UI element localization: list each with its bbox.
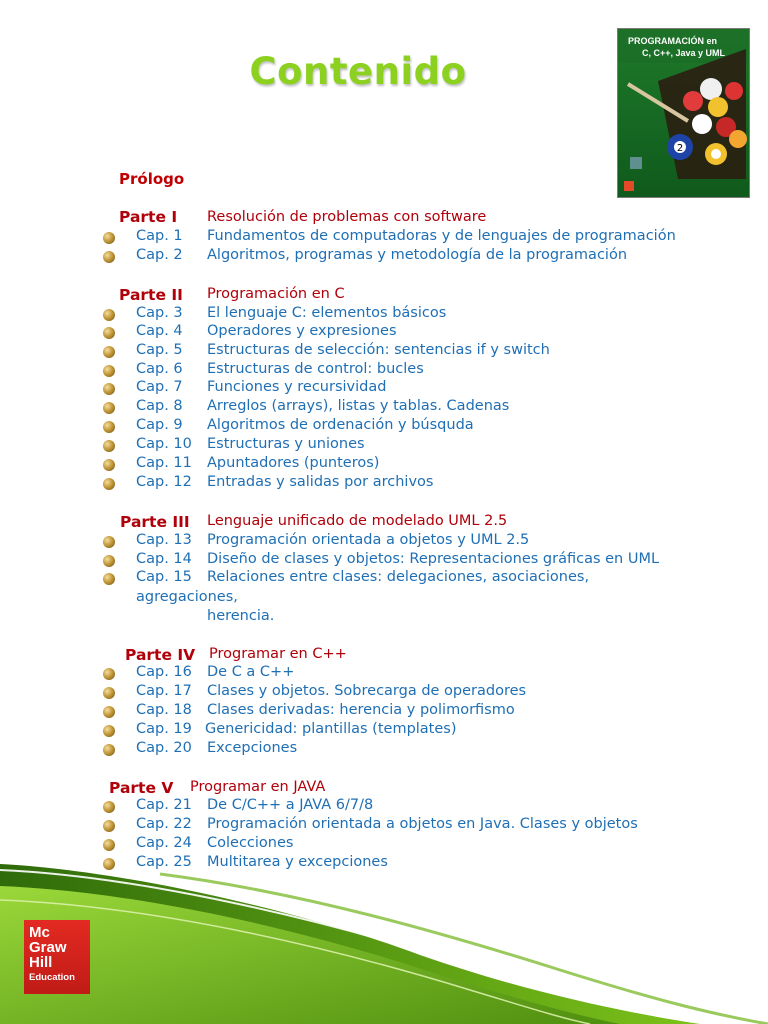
cover-title-line2: C, C++, Java y UML bbox=[642, 48, 726, 58]
chapter-title: Fundamentos de computadoras y de lenguajes de programación bbox=[207, 228, 676, 244]
chapter-number: Cap. 2 bbox=[136, 247, 183, 263]
logo-line4: Education bbox=[29, 972, 75, 983]
chapter-number: Cap. 10 bbox=[136, 436, 192, 452]
bullet-icon bbox=[103, 309, 115, 321]
part-1-label: Parte I bbox=[119, 208, 178, 226]
chapter-number: Cap. 3 bbox=[136, 305, 183, 321]
toc-row bbox=[0, 569, 768, 588]
toc-row bbox=[0, 532, 768, 551]
chapter-title-continuation: herencia. bbox=[207, 608, 275, 624]
chapter-number: Cap. 8 bbox=[136, 398, 183, 414]
toc-row bbox=[0, 398, 768, 417]
toc-row bbox=[0, 436, 768, 455]
toc-row bbox=[0, 816, 768, 835]
toc-row bbox=[0, 323, 768, 342]
logo-line1: Mc bbox=[29, 924, 50, 941]
logo-line3: Hill bbox=[29, 954, 53, 971]
bullet-icon bbox=[103, 706, 115, 718]
toc-row bbox=[0, 740, 768, 759]
chapter-number: Cap. 4 bbox=[136, 323, 183, 339]
bullet-icon bbox=[103, 459, 115, 471]
chapter-title: Algoritmos, programas y metodología de la programación bbox=[207, 247, 628, 263]
chapter-number: Cap. 6 bbox=[136, 361, 183, 377]
chapter-number: Cap. 7 bbox=[136, 379, 183, 395]
chapter-number: Cap. 14 bbox=[136, 551, 192, 567]
page-title: Contenido bbox=[249, 50, 467, 93]
toc-row bbox=[0, 228, 768, 247]
bullet-icon bbox=[103, 365, 115, 377]
toc-row bbox=[0, 474, 768, 493]
chapter-title: Excepciones bbox=[207, 740, 298, 756]
chapter-number: Cap. 11 bbox=[136, 455, 192, 471]
part-2-title: Programación en C bbox=[207, 286, 345, 302]
logo-line2: Graw bbox=[29, 939, 67, 956]
bullet-icon bbox=[103, 440, 115, 452]
chapter-title: Arreglos (arrays), listas y tablas. Cadenas bbox=[207, 398, 510, 414]
chapter-number: Cap. 15 bbox=[136, 569, 192, 585]
toc-row bbox=[0, 305, 768, 324]
chapter-number: Cap. 22 bbox=[136, 816, 192, 832]
bullet-icon bbox=[103, 383, 115, 395]
bullet-icon bbox=[103, 478, 115, 490]
toc-row bbox=[0, 247, 768, 266]
chapter-title: Algoritmos de ordenación y búsquda bbox=[207, 417, 474, 433]
chapter-title: Clases y objetos. Sobrecarga de operadores bbox=[207, 683, 527, 699]
bullet-icon bbox=[103, 327, 115, 339]
chapter-number: Cap. 13 bbox=[136, 532, 192, 548]
chapter-title: De C/C++ a JAVA 6/7/8 bbox=[207, 797, 374, 813]
bullet-icon bbox=[103, 820, 115, 832]
part-2-label: Parte II bbox=[119, 286, 183, 304]
bullet-icon bbox=[103, 687, 115, 699]
chapter-number: Cap. 16 bbox=[136, 664, 192, 680]
chapter-number: Cap. 17 bbox=[136, 683, 192, 699]
toc-row bbox=[0, 342, 768, 361]
part-4-label: Parte IV bbox=[125, 646, 196, 664]
bullet-icon bbox=[103, 668, 115, 680]
bullet-icon bbox=[103, 744, 115, 756]
part-3-label: Parte III bbox=[120, 513, 190, 531]
chapter-number: Cap. 19 bbox=[136, 721, 192, 737]
bullet-icon bbox=[103, 573, 115, 585]
toc-row bbox=[0, 664, 768, 683]
chapter-title: Colecciones bbox=[207, 835, 294, 851]
part-4-title: Programar en C++ bbox=[209, 646, 347, 662]
toc-row bbox=[0, 417, 768, 436]
chapter-title: Multitarea y excepciones bbox=[207, 854, 388, 870]
chapter-title: Programación orientada a objetos y UML 2.5 bbox=[207, 532, 530, 548]
toc-row bbox=[0, 683, 768, 702]
chapter-number: Cap. 25 bbox=[136, 854, 192, 870]
part-5-title: Programar en JAVA bbox=[190, 779, 326, 795]
toc-row bbox=[0, 455, 768, 474]
bullet-icon bbox=[103, 536, 115, 548]
bullet-icon bbox=[103, 555, 115, 567]
part-1-title: Resolución de problemas con software bbox=[207, 209, 487, 225]
chapter-title: Diseño de clases y objetos: Representaciones gráficas en UML bbox=[207, 551, 660, 567]
bullet-icon bbox=[103, 402, 115, 414]
chapter-title: Genericidad: plantillas (templates) bbox=[205, 721, 457, 737]
chapter-number: Cap. 12 bbox=[136, 474, 192, 490]
bullet-icon bbox=[103, 232, 115, 244]
chapter-title: De C a C++ bbox=[207, 664, 295, 680]
toc-row bbox=[0, 721, 768, 740]
chapter-title: Entradas y salidas por archivos bbox=[207, 474, 434, 490]
chapter-number: Cap. 24 bbox=[136, 835, 192, 851]
chapter-title: El lenguaje C: elementos básicos bbox=[207, 305, 447, 321]
chapter-number: Cap. 20 bbox=[136, 740, 192, 756]
toc-row bbox=[0, 797, 768, 816]
chapter-title: Estructuras de control: bucles bbox=[207, 361, 424, 377]
toc-row bbox=[0, 361, 768, 380]
chapter-number: Cap. 9 bbox=[136, 417, 183, 433]
chapter-title: Programación orientada a objetos en Java. Clases y objetos bbox=[207, 816, 638, 832]
chapter-title: Estructuras y uniones bbox=[207, 436, 365, 452]
chapter-title: Apuntadores (punteros) bbox=[207, 455, 380, 471]
billiard-balls-illustration bbox=[618, 29, 749, 197]
chapter-number: Cap. 5 bbox=[136, 342, 183, 358]
bullet-icon bbox=[103, 251, 115, 263]
chapter-number: Cap. 1 bbox=[136, 228, 183, 244]
bullet-icon bbox=[103, 725, 115, 737]
chapter-title-continuation: agregaciones, bbox=[136, 589, 238, 605]
green-swoosh-decoration bbox=[0, 840, 768, 1024]
toc-row bbox=[0, 379, 768, 398]
chapter-number: Cap. 21 bbox=[136, 797, 192, 813]
chapter-title: Operadores y expresiones bbox=[207, 323, 397, 339]
chapter-title: Relaciones entre clases: delegaciones, asociaciones, bbox=[207, 569, 590, 585]
mcgraw-hill-education-logo bbox=[24, 920, 90, 994]
cover-title-line1: PROGRAMACIÓN en bbox=[628, 36, 718, 46]
bullet-icon bbox=[103, 346, 115, 358]
bullet-icon bbox=[103, 421, 115, 433]
toc-row bbox=[0, 702, 768, 721]
part-3-title: Lenguaje unificado de modelado UML 2.5 bbox=[207, 513, 508, 529]
chapter-title: Funciones y recursividad bbox=[207, 379, 387, 395]
book-cover-image bbox=[617, 28, 750, 198]
part-5-label: Parte V bbox=[109, 779, 174, 797]
prologo-heading: Prólogo bbox=[119, 170, 185, 188]
chapter-number: Cap. 18 bbox=[136, 702, 192, 718]
chapter-title: Clases derivadas: herencia y polimorfismo bbox=[207, 702, 515, 718]
svg-text:2: 2 bbox=[676, 143, 684, 154]
toc-row bbox=[0, 551, 768, 570]
bullet-icon bbox=[103, 801, 115, 813]
chapter-title: Estructuras de selección: sentencias if y switch bbox=[207, 342, 550, 358]
